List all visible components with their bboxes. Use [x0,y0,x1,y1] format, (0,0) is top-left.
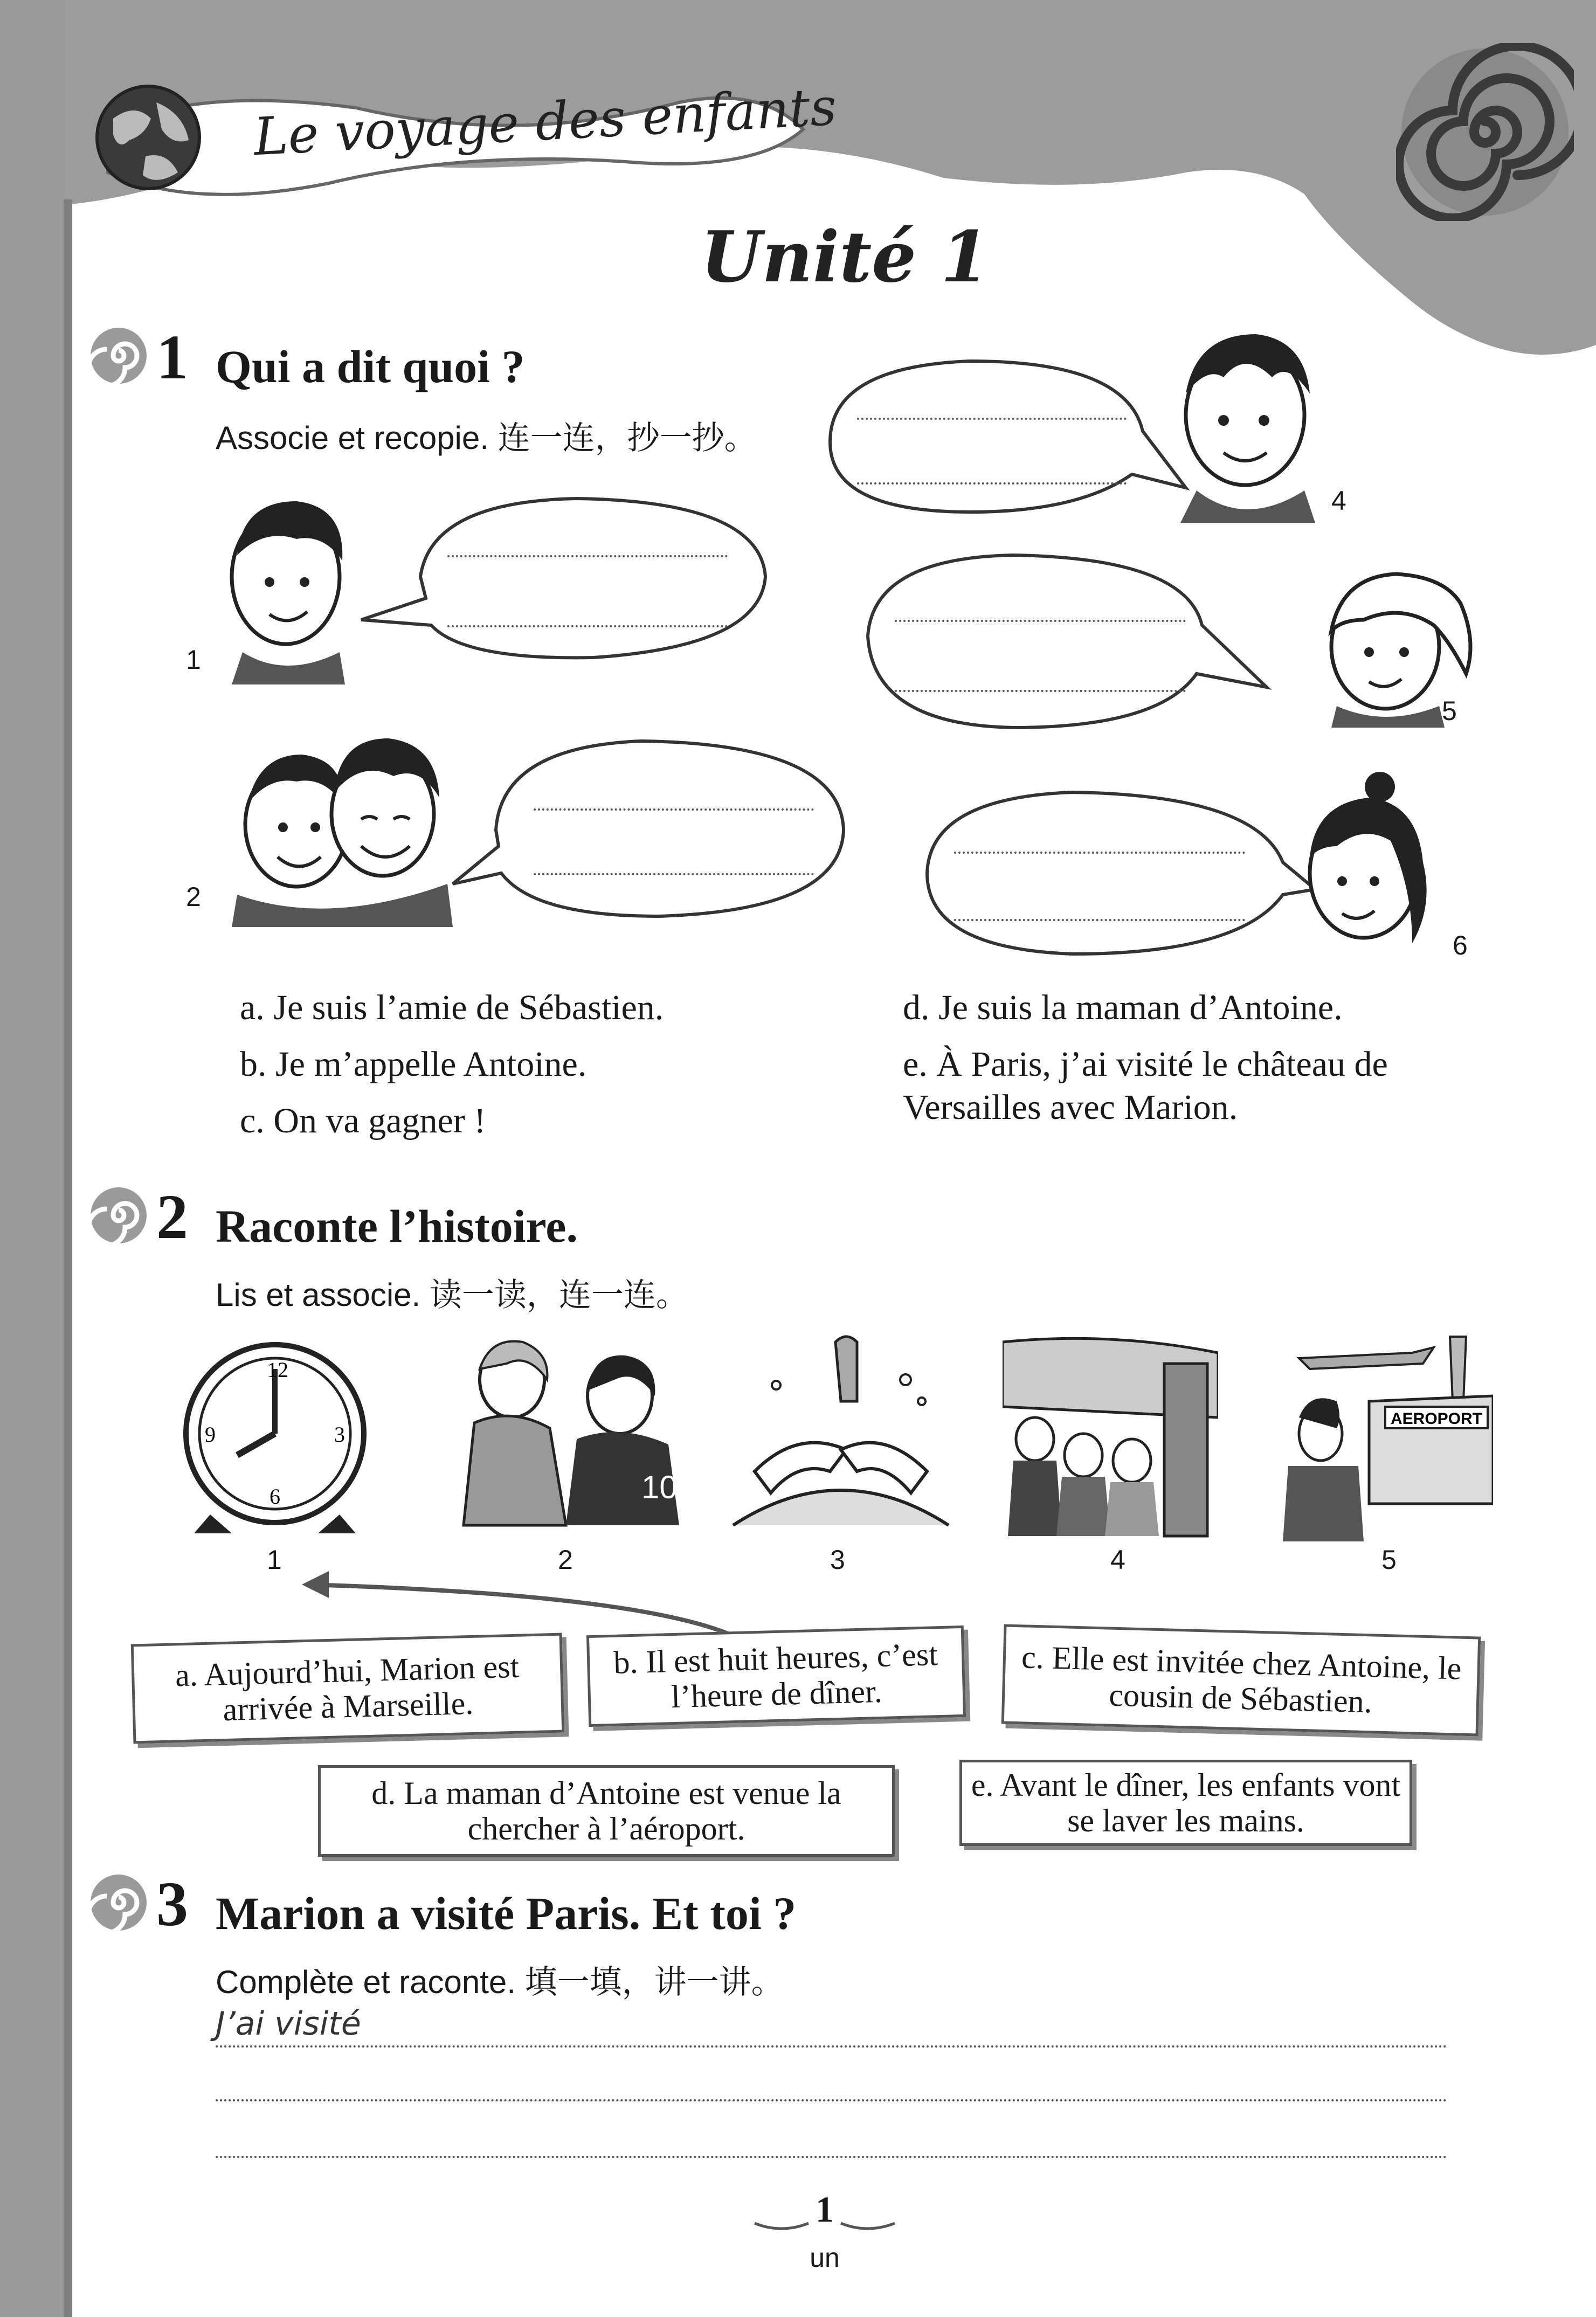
greeting-picture [442,1331,685,1531]
answer-starter: J’ai visité [216,2005,361,2043]
character-6-portrait [1283,765,1461,965]
exercise2-number: 2 [156,1181,188,1252]
exercise1-instruction: Associe et recopie. 连一连，抄一抄。 [216,420,757,456]
person-label-1: 1 [186,645,201,675]
bubble5-line2[interactable] [895,690,1186,692]
exercise-spiral-icon [86,1870,151,1935]
bubble2-line1[interactable] [534,808,814,811]
airport-sign: AEROPORT [1391,1410,1483,1428]
bubble5-line1[interactable] [895,620,1186,622]
svg-text:9: 9 [205,1422,216,1447]
character-2-portrait [221,722,458,927]
story-box-d[interactable]: d. La maman d’Antoine est venue la chercher à l’aéroport. [318,1765,895,1857]
bubble6-line2[interactable] [954,919,1245,921]
answer-line-2[interactable] [216,2099,1447,2101]
sentence-d: d. Je suis la maman d’Antoine. [903,988,1343,1027]
story-box-a[interactable]: a. Aujourd’hui, Marion est arrivée à Marseille. [131,1633,565,1744]
page-number: 1 [816,2189,834,2230]
exercise-spiral-icon [86,1183,151,1248]
sentence-c: c. On va gagner ! [240,1101,486,1140]
exercise1-title: Qui a dit quoi ? [216,341,525,392]
bubble4-line2[interactable] [857,482,1127,485]
bubble2-line2[interactable] [534,873,814,875]
bubble1-line1[interactable] [447,555,728,557]
exercise3-title: Marion a visité Paris. Et toi ? [216,1887,797,1939]
picture-label-4: 4 [1110,1545,1125,1575]
person-label-2: 2 [186,882,201,912]
exercise2-instruction: Lis et associe. 读一读，连一连。 [216,1277,688,1313]
airplane-arrival-picture [1003,1331,1218,1541]
exercise1-number: 1 [156,322,188,392]
svg-text:10: 10 [641,1469,678,1505]
answer-line-3[interactable] [216,2156,1447,2158]
washing-hands-picture [722,1331,959,1531]
answer-line-1[interactable] [216,2045,1447,2048]
picture-label-3: 3 [830,1545,845,1575]
picture-label-2: 2 [558,1545,573,1575]
exercise3-number: 3 [156,1869,188,1939]
picture-label-5: 5 [1381,1545,1397,1575]
exercise3-instruction: Complète et raconte. 填一填，讲一讲。 [216,1964,784,2000]
clock-picture [178,1337,372,1536]
story-box-e[interactable]: e. Avant le dîner, les enfants vont se laver les mains. [959,1760,1412,1846]
story-box-b[interactable]: b. Il est huit heures, c’est l’heure de dîner. [586,1626,966,1727]
story-box-c[interactable]: c. Elle est invitée chez Antoine, le cousin de Sébastien. [1001,1624,1481,1736]
svg-text:3: 3 [334,1422,345,1447]
picture-label-1: 1 [267,1545,282,1575]
sentence-a: a. Je suis l’amie de Sébastien. [240,988,664,1027]
unit-title: Unité 1 [701,216,990,298]
book-title: Le voyage des enfants [252,76,838,168]
airport-picture [1277,1326,1493,1541]
character-1-portrait [216,474,361,684]
svg-text:6: 6 [270,1484,280,1509]
person-label-6: 6 [1453,930,1468,960]
bubble1-line2[interactable] [447,625,728,627]
page-word: un [810,2243,840,2273]
character-4-portrait [1164,313,1326,523]
exercise2-title: Raconte l’histoire. [216,1200,578,1252]
svg-text:12: 12 [267,1358,288,1382]
bubble6-line1[interactable] [954,852,1245,854]
bubble4-line1[interactable] [857,418,1127,420]
sentence-b: b. Je m’appelle Antoine. [240,1045,587,1084]
sentence-e: e. À Paris, j’ai visité le château de Versailles avec Marion. [903,1045,1388,1127]
person-label-5: 5 [1442,696,1457,726]
person-label-4: 4 [1331,486,1346,516]
